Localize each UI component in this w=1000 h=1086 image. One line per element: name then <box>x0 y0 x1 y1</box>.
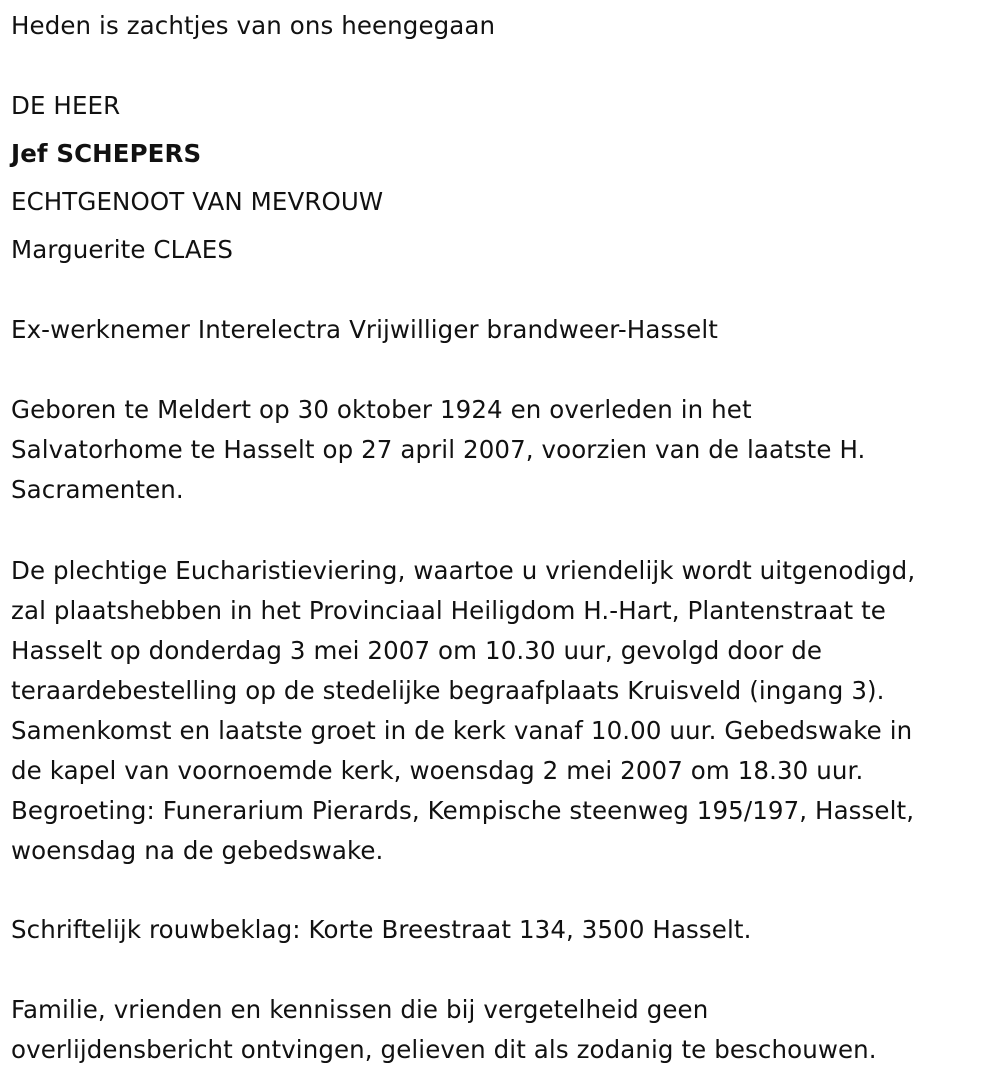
condolences-text: Schriftelijk rouwbeklag: Korte Breestraat 134, 3500 Hasselt. <box>11 915 752 944</box>
title-prefix: DE HEER <box>11 91 121 120</box>
paragraph-line: Sacramenten. <box>11 475 184 504</box>
ceremony-paragraph <box>11 551 996 871</box>
paragraph-line: Hasselt op donderdag 3 mei 2007 om 10.30 uur, gevolgd door de <box>11 636 823 665</box>
paragraph-line: woensdag na de gebedswake. <box>11 836 384 865</box>
spouse-label: ECHTGENOOT VAN MEVROUW <box>11 187 384 216</box>
deceased-name: Jef SCHEPERS <box>11 139 202 168</box>
closing-paragraph <box>11 990 996 1070</box>
paragraph-line: zal plaatshebben in het Provinciaal Heiligdom H.-Hart, Plantenstraat te <box>11 596 886 625</box>
paragraph-line: De plechtige Eucharistieviering, waartoe u vriendelijk wordt uitgenodigd, <box>11 556 916 585</box>
spouse-name: Marguerite CLAES <box>11 235 234 264</box>
intro-text: Heden is zachtjes van ons heengegaan <box>11 11 496 40</box>
paragraph-line: Samenkomst en laatste groet in de kerk vanaf 10.00 uur. Gebedswake in <box>11 716 913 745</box>
occupation-text: Ex-werknemer Interelectra Vrijwilliger brandweer-Hasselt <box>11 315 718 344</box>
paragraph-line: Familie, vrienden en kennissen die bij vergetelheid geen <box>11 995 709 1024</box>
paragraph-line: de kapel van voornoemde kerk, woensdag 2 mei 2007 om 18.30 uur. <box>11 756 864 785</box>
paragraph-line: Salvatorhome te Hasselt op 27 april 2007, voorzien van de laatste H. <box>11 435 866 464</box>
paragraph-line: teraardebestelling op de stedelijke begraafplaats Kruisveld (ingang 3). <box>11 676 885 705</box>
paragraph-line: Begroeting: Funerarium Pierards, Kempische steenweg 195/197, Hasselt, <box>11 796 915 825</box>
birth-death-paragraph <box>11 390 996 510</box>
paragraph-line: overlijdensbericht ontvingen, gelieven dit als zodanig te beschouwen. <box>11 1035 877 1064</box>
paragraph-line: Geboren te Meldert op 30 oktober 1924 en overleden in het <box>11 395 752 424</box>
